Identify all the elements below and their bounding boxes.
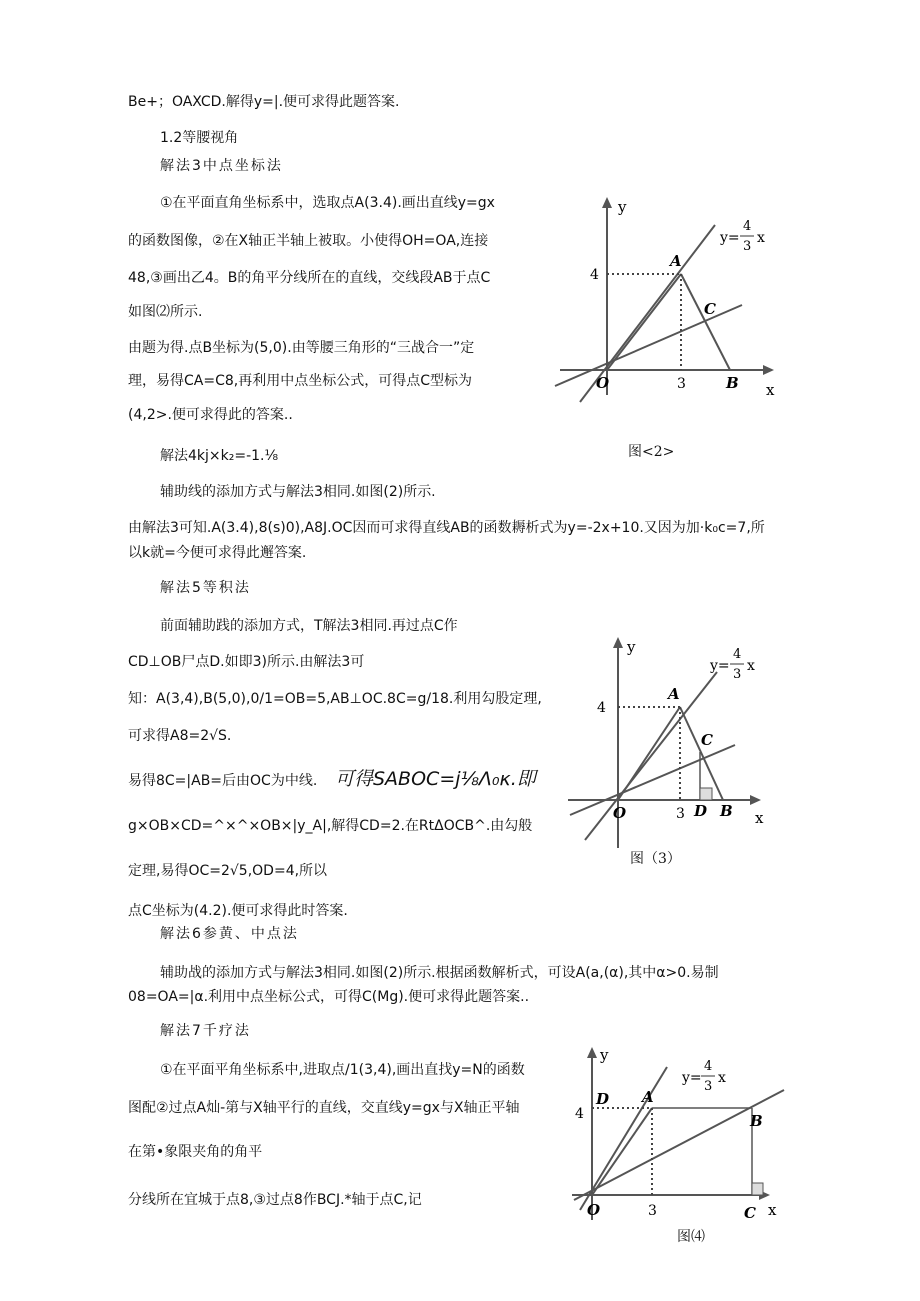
text-line: g×OB×CD=^×^×OB×|y_A|,解得CD=2.在RtΔOCB^.由勾般 [128, 818, 533, 834]
equation-lhs: y= [720, 230, 740, 246]
fraction-numerator: 4 [733, 647, 742, 662]
figure-4 [572, 1040, 794, 1230]
fraction-numerator: 4 [743, 219, 752, 234]
right-angle-marker [700, 788, 712, 800]
line-y-4-3x [580, 1067, 667, 1210]
fraction-denominator: 3 [743, 239, 752, 254]
text-line: 知：A(3,4),B(5,0),0/1=OB=5,AB⊥OC.8C=g/18.利用勾股定理, [128, 691, 542, 707]
text-line: 前面辅助践的添加方式，T解法3相同.再过点C作 [160, 618, 458, 634]
text-line: 可得SABOC=j⅛Λ₀κ.即 [335, 768, 536, 790]
x-axis-arrow [763, 365, 774, 375]
text-line: 在第•象限夹角的角平 [128, 1144, 263, 1160]
y-axis-arrow [613, 637, 623, 648]
x-axis-label: x [755, 809, 764, 827]
y-tick-label: 4 [575, 1106, 584, 1122]
point-b-label: B [750, 1112, 763, 1130]
text-line: 08=OA=|α.利用中点坐标公式，可得C(Mg).便可求得此题答案.. [128, 989, 530, 1005]
x-tick-label: 3 [677, 376, 686, 392]
text-line: 如图⑵所示. [128, 304, 203, 320]
segment-oa [592, 1108, 652, 1195]
point-a-label: A [670, 252, 682, 270]
point-a-label: A [668, 685, 680, 703]
method-heading: 解法7千疗法 [160, 1023, 251, 1039]
point-c-label: C [701, 731, 713, 749]
point-c-label: C [704, 300, 716, 318]
segment-oa [618, 707, 680, 800]
y-axis-arrow [587, 1047, 597, 1058]
text-line: ①在平面平角坐标系中,进取点/1(3,4),画出直找y=N的函数 [160, 1062, 525, 1078]
y-axis-label: y [627, 638, 636, 656]
right-angle-marker [752, 1183, 763, 1195]
figure-3-caption: 图（3） [630, 851, 681, 867]
text-line: 点C坐标为(4.2).便可求得此时答案. [128, 903, 348, 919]
fraction-denominator: 3 [704, 1079, 713, 1094]
text-line: 由解法3可知.A(3.4),8(s)0),A8J.OC因而可求得直线AB的函数耨析式为y=-2x+10.又因为加·k₀c=7,所 [128, 520, 765, 536]
text-line: 分线所在宜城于点8,③过点8作BCJ.*轴于点C,记 [128, 1192, 422, 1208]
text-line: CD⊥OB尸点D.如即3)所示.由解法3可 [128, 654, 365, 670]
point-d-label: D [596, 1090, 610, 1108]
y-tick-label: 4 [597, 700, 606, 716]
origin-label: O [596, 374, 610, 392]
x-axis-label: x [768, 1201, 777, 1219]
y-axis-arrow [602, 197, 612, 208]
method-heading: 解法3中点坐标法 [160, 158, 283, 174]
equation-variable: x [718, 1070, 726, 1086]
text-line: 理，易得CA=C8,再利用中点坐标公式，可得点C型标为 [128, 373, 472, 389]
text-line: 可求得A8=2√S. [128, 728, 232, 744]
text-line: 的函数图像，②在X轴正半轴上被取。小使得OH=OA,连接 [128, 233, 489, 249]
text-line: 由题为得.点B坐标为(5,0).由等腰三角形的“三战合一”定 [128, 340, 475, 356]
x-axis-label: x [766, 381, 775, 399]
figure-2-caption: 图<2> [628, 444, 675, 460]
method-heading: 解法5等积法 [160, 580, 251, 596]
x-tick-label: 3 [648, 1203, 657, 1219]
y-axis-label: y [600, 1046, 609, 1064]
figure-3 [565, 630, 785, 865]
segment-oa [607, 274, 681, 370]
section-heading: 1.2等腰视角 [160, 130, 239, 146]
text-line: 定理,易得OC=2√5,OD=4,所以 [128, 863, 328, 879]
text-line: Be+；OAXCD.解得y=|.便可求得此题答案. [128, 94, 400, 110]
text-line: 辅助战的添加方式与解法3相同.如图(2)所示.根据函数解析式，可设A(a,(α),其中α>0.易制 [160, 965, 719, 981]
figure-4-caption: 图⑷ [677, 1229, 705, 1245]
figure-2 [540, 190, 790, 410]
point-d-label: D [694, 802, 708, 820]
text-line: 图配②过点A灿-第与X轴平行的直线，交直线y=gx与X轴正平轴 [128, 1100, 520, 1116]
x-axis-arrow [750, 795, 761, 805]
segment-ab [681, 274, 730, 370]
origin-label: O [613, 804, 627, 822]
method-heading: 解法6参黄、中点法 [160, 926, 299, 942]
y-axis-label: y [618, 198, 627, 216]
equation-variable: x [747, 658, 755, 674]
point-c-label: C [744, 1204, 756, 1222]
point-b-label: B [720, 802, 733, 820]
text-line: 以k就=今便可求得此邂答案. [128, 545, 307, 561]
x-tick-label: 3 [676, 806, 685, 822]
text-line: (4,2>.便可求得此的答案.. [128, 407, 293, 423]
text-line: 48,③画出乙4。B的角平分线所在的直线，交线段AB于点C [128, 270, 491, 286]
equation-variable: x [757, 230, 765, 246]
point-a-label: A [642, 1088, 654, 1106]
point-b-label: B [726, 374, 739, 392]
fraction-numerator: 4 [704, 1059, 713, 1074]
origin-label: O [587, 1201, 601, 1219]
fraction-denominator: 3 [733, 667, 742, 682]
text-line: 易得8C=|AB=后由OC为中线. [128, 773, 318, 789]
text-line: 辅助线的添加方式与解法3相同.如图(2)所示. [160, 484, 436, 500]
y-tick-label: 4 [590, 267, 599, 283]
equation-lhs: y= [710, 658, 730, 674]
equation-lhs: y= [682, 1070, 702, 1086]
method-heading: 解法4kj×k₂=-1.⅛ [160, 448, 279, 464]
text-line: ①在平面直角坐标系中，选取点A(3.4).画出直线y=gx [160, 195, 495, 211]
